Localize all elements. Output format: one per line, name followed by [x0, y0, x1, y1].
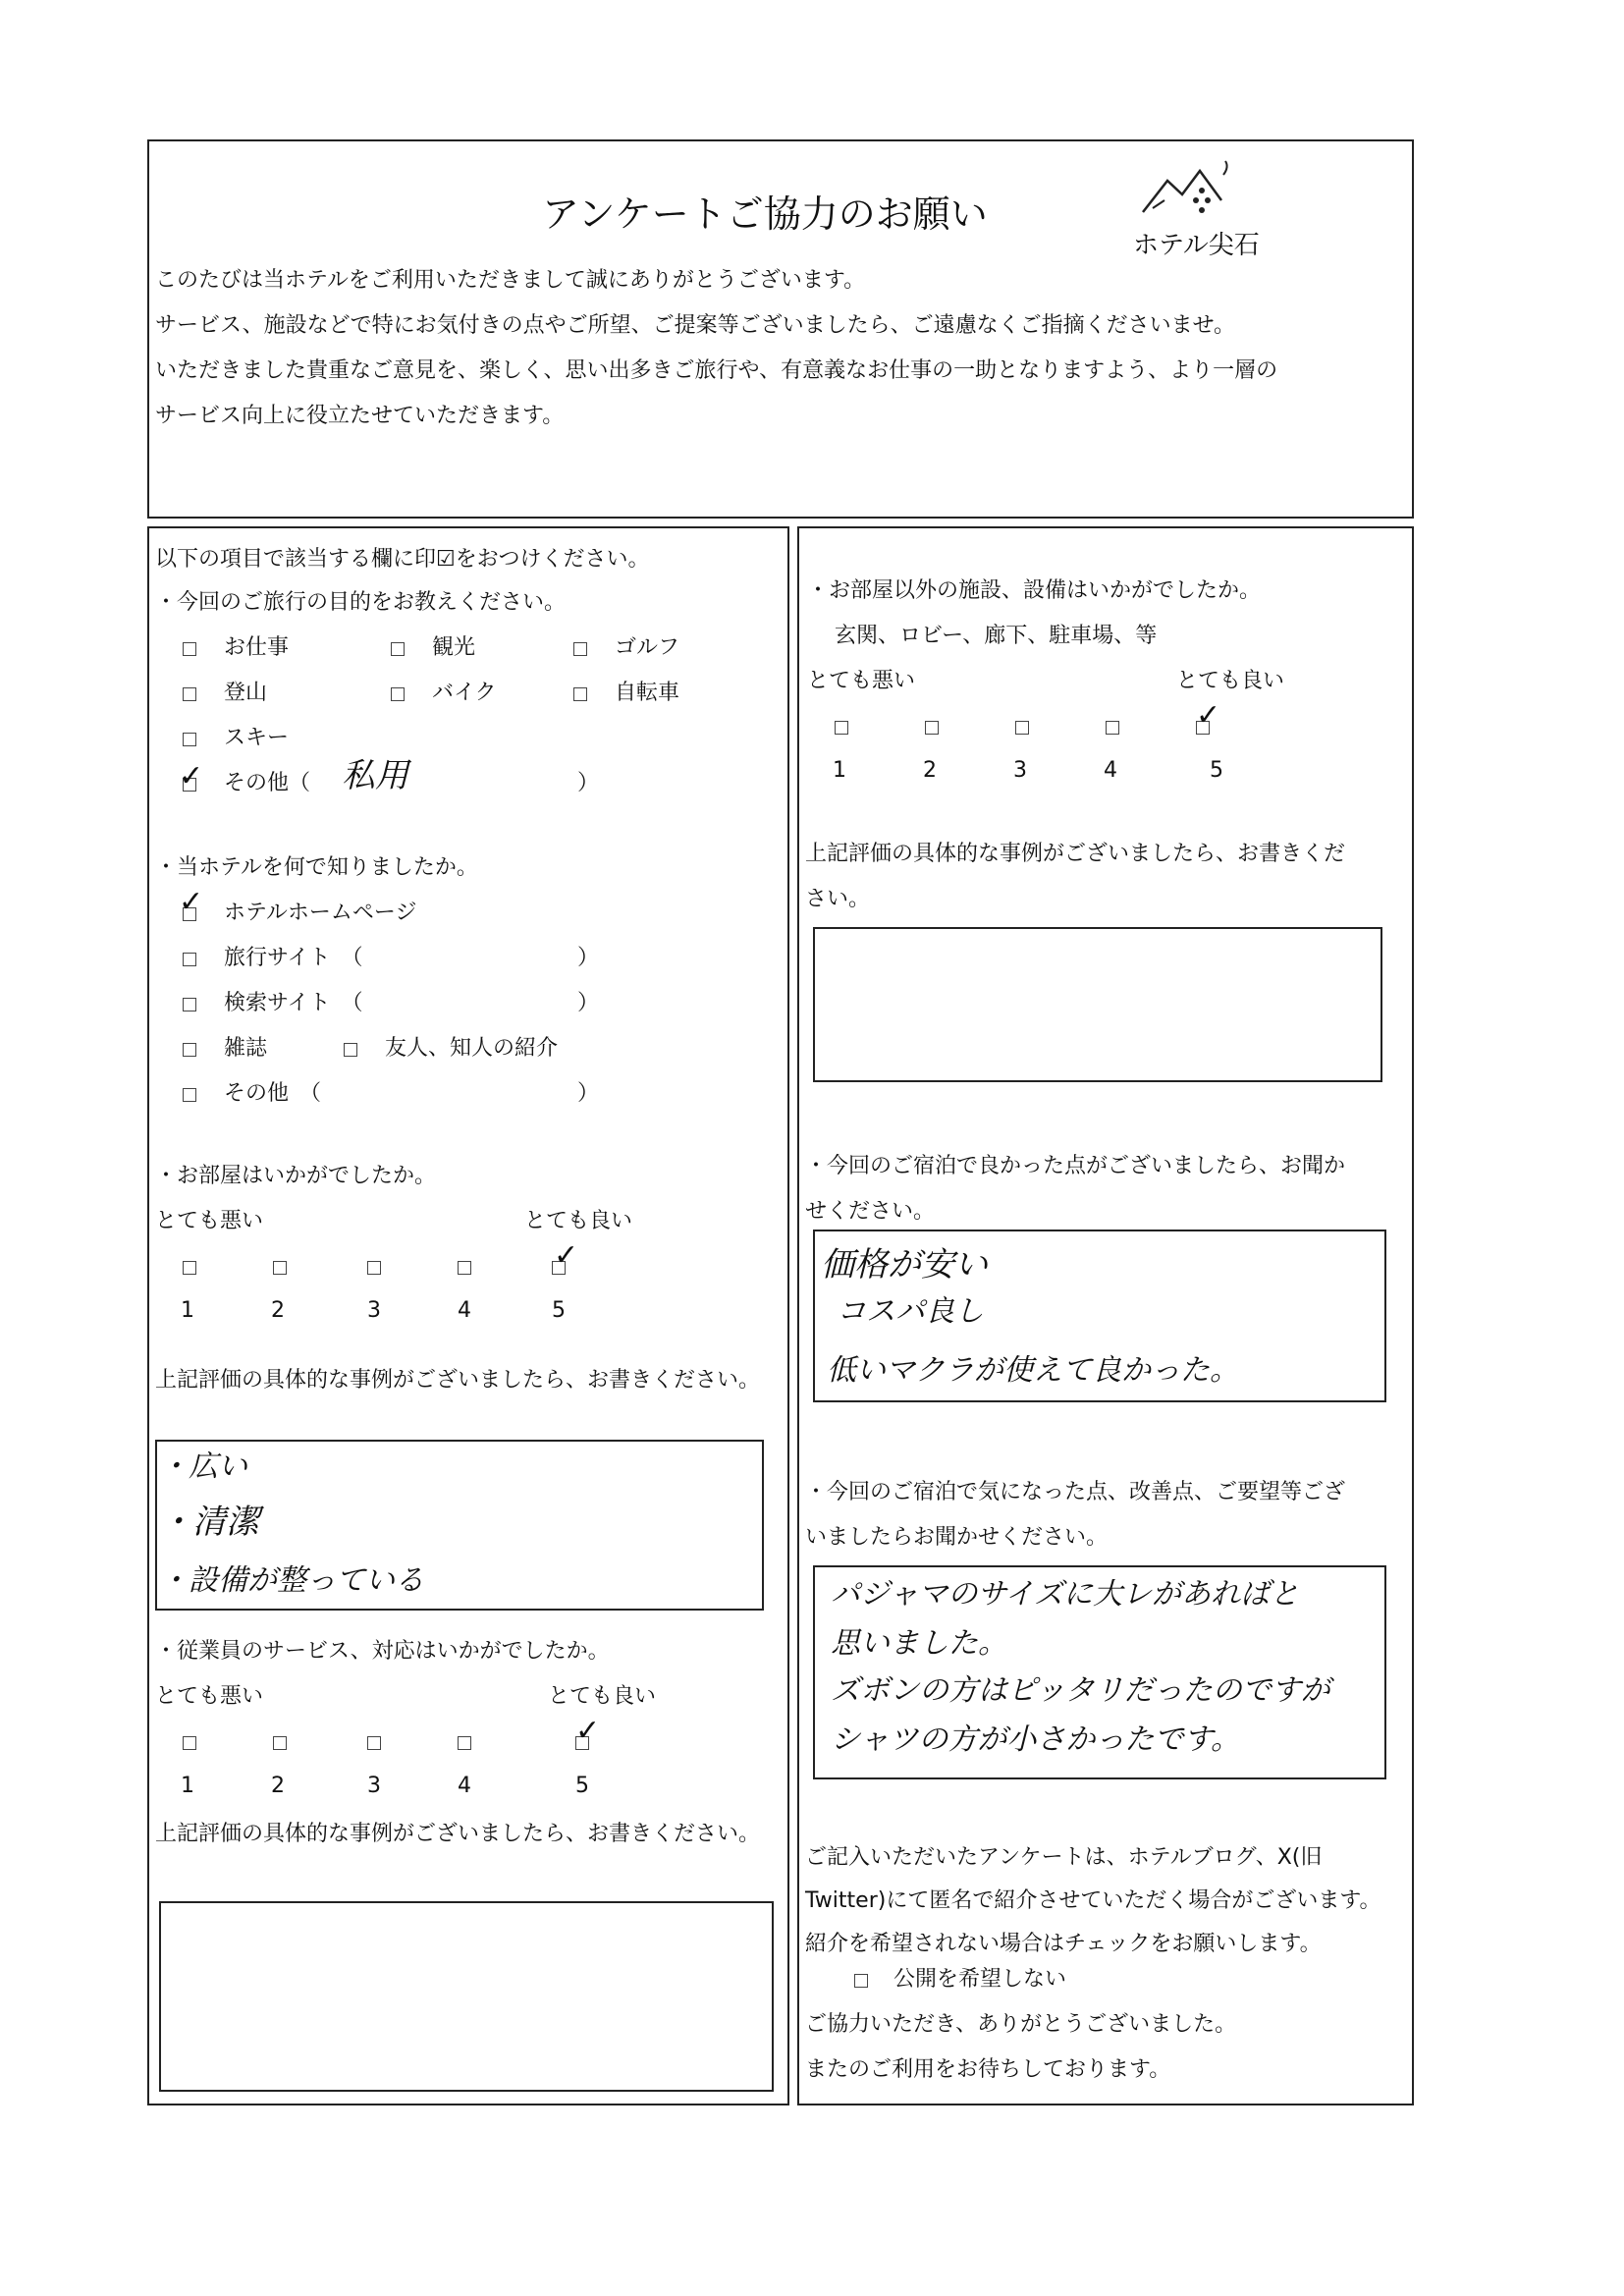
room-rating-4[interactable]	[458, 1261, 471, 1275]
facilities-comment-box[interactable]	[813, 927, 1382, 1082]
room-question: ・お部屋はいかがでしたか。	[155, 1164, 437, 1188]
purpose-bike-checkbox[interactable]	[391, 687, 405, 701]
source-other-checkbox[interactable]	[183, 1088, 196, 1102]
source-other-label: その他 （	[224, 1081, 322, 1106]
page-title: アンケートご協力のお願い	[542, 192, 988, 236]
purpose-sightseeing-label: 観光	[432, 635, 476, 660]
facilities-scale-1: 1	[833, 758, 846, 783]
header-box	[147, 139, 1414, 519]
facilities-scale-4: 4	[1104, 758, 1117, 783]
staff-low-label: とても悪い	[155, 1684, 264, 1709]
source-magazine-checkbox[interactable]	[183, 1043, 196, 1057]
purpose-climbing-checkbox[interactable]	[183, 687, 196, 701]
improve-comment-box[interactable]	[813, 1565, 1386, 1779]
facilities-sub: 玄関、ロビー、廊下、駐車場、等	[835, 624, 1158, 648]
staff-scale-1: 1	[181, 1774, 194, 1798]
staff-comment-prompt: 上記評価の具体的な事例がございましたら、お書きください。	[155, 1822, 761, 1846]
staff-question: ・従業員のサービス、対応はいかがでしたか。	[155, 1639, 610, 1664]
intro-line-3: いただきました貴重なご意見を、楽しく、思い出多きご旅行や、有意義なお仕事の一助となりますよう、より一層の	[155, 358, 1278, 383]
source-travel-site-checkbox[interactable]	[183, 953, 196, 966]
room-scale-1: 1	[181, 1298, 194, 1323]
room-comment-line-2: ・清潔	[159, 1503, 259, 1542]
staff-rating-4[interactable]	[458, 1736, 471, 1750]
intro-line-1: このたびは当ホテルをご利用いただきまして誠にありがとうございます。	[155, 268, 866, 293]
notice-line-3: 紹介を希望されない場合はチェックをお願いします。	[805, 1932, 1322, 1956]
purpose-climbing-label: 登山	[224, 681, 268, 705]
source-travel-site-close: ）	[577, 946, 600, 970]
good-question-1: ・今回のご宿泊で良かった点がございましたら、お聞か	[805, 1154, 1346, 1178]
good-line-3: 低いマクラが使えて良かった。	[827, 1353, 1239, 1388]
intro-line-2: サービス、施設などで特にお気付きの点やご所望、ご提案等ございましたら、ご遠慮なくご指摘くださいませ。	[155, 313, 1236, 338]
staff-comment-box[interactable]	[159, 1901, 774, 2092]
hotel-logo	[1123, 153, 1271, 261]
purpose-golf-label: ゴルフ	[615, 635, 680, 660]
source-question: ・当ホテルを何で知りましたか。	[155, 855, 478, 880]
improve-line-3: ズボンの方はピッタリだったのですが	[831, 1673, 1330, 1708]
source-search-site-close: ）	[577, 991, 600, 1015]
source-other-close: ）	[577, 1081, 600, 1106]
facilities-scale-3: 3	[1013, 758, 1027, 783]
facilities-rating-1[interactable]	[835, 721, 848, 735]
facilities-comment-prompt-1: 上記評価の具体的な事例がございましたら、お書きくだ	[805, 842, 1346, 866]
instruction: 以下の項目で該当する欄に印☑をおつけください。	[155, 547, 650, 572]
staff-scale-2: 2	[271, 1774, 285, 1798]
good-comment-box[interactable]	[813, 1230, 1386, 1402]
staff-rating-2[interactable]	[273, 1736, 287, 1750]
checkmark-icon: ✓	[1196, 698, 1221, 733]
facilities-comment-prompt-2: さい。	[805, 887, 871, 911]
facilities-rating-2[interactable]	[925, 721, 939, 735]
source-travel-site-label: 旅行サイト （	[224, 946, 363, 970]
room-rating-2[interactable]	[273, 1261, 287, 1275]
room-comment-line-3: ・設備が整っている	[159, 1563, 424, 1598]
facilities-low-label: とても悪い	[807, 669, 916, 693]
staff-scale-4: 4	[458, 1774, 471, 1798]
staff-rating-1[interactable]	[183, 1736, 196, 1750]
purpose-work-label: お仕事	[224, 635, 290, 660]
room-comment-box[interactable]	[155, 1440, 764, 1611]
checkmark-icon: ✓	[179, 759, 204, 793]
improve-line-2: 思いました。	[831, 1626, 1007, 1661]
left-column	[147, 526, 789, 2105]
source-friend-label: 友人、知人の紹介	[385, 1036, 559, 1061]
thanks-line-1: ご協力いただき、ありがとうございました。	[805, 2012, 1237, 2037]
thanks-line-2: またのご利用をお待ちしております。	[805, 2057, 1171, 2082]
hotel-name: ホテル尖石	[1133, 231, 1260, 260]
room-comment-line-1: ・広い	[159, 1449, 247, 1484]
good-question-2: せください。	[805, 1199, 936, 1224]
room-scale-2: 2	[271, 1298, 285, 1323]
good-line-2: コスパ良し	[837, 1294, 984, 1329]
purpose-other-label: その他（	[224, 771, 311, 795]
facilities-scale-5: 5	[1210, 758, 1223, 783]
staff-scale-5: 5	[575, 1774, 589, 1798]
purpose-ski-checkbox[interactable]	[183, 733, 196, 746]
checkmark-icon: ✓	[554, 1238, 579, 1273]
purpose-bike-label: バイク	[432, 681, 497, 705]
room-high-label: とても良い	[524, 1209, 633, 1233]
room-low-label: とても悪い	[155, 1209, 264, 1233]
source-friend-checkbox[interactable]	[344, 1043, 357, 1057]
improve-question-2: いましたらお聞かせください。	[805, 1525, 1109, 1550]
source-search-site-checkbox[interactable]	[183, 998, 196, 1011]
source-magazine-label: 雑誌	[224, 1036, 268, 1061]
room-rating-3[interactable]	[367, 1261, 381, 1275]
purpose-bicycle-checkbox[interactable]	[573, 687, 587, 701]
purpose-golf-checkbox[interactable]	[573, 642, 587, 656]
staff-scale-3: 3	[367, 1774, 381, 1798]
staff-rating-3[interactable]	[367, 1736, 381, 1750]
notice-line-1: ご記入いただいたアンケートは、ホテルブログ、X(旧	[805, 1845, 1323, 1870]
facilities-rating-4[interactable]	[1106, 721, 1119, 735]
intro-line-4: サービス向上に役立たせていただきます。	[155, 404, 565, 428]
facilities-high-label: とても良い	[1176, 669, 1285, 693]
facilities-question: ・お部屋以外の施設、設備はいかがでしたか。	[807, 578, 1262, 603]
improve-line-4: シャツの方が小さかったです。	[831, 1722, 1240, 1757]
mountain-logo-icon	[1123, 153, 1271, 222]
purpose-ski-label: スキー	[224, 726, 290, 750]
room-scale-4: 4	[458, 1298, 471, 1323]
purpose-work-checkbox[interactable]	[183, 642, 196, 656]
room-scale-3: 3	[367, 1298, 381, 1323]
purpose-other-close: ）	[577, 771, 600, 795]
source-search-site-label: 検索サイト （	[224, 991, 363, 1015]
no-publish-checkbox[interactable]	[854, 1974, 868, 1988]
right-column	[797, 526, 1414, 2105]
room-rating-1[interactable]	[183, 1261, 196, 1275]
staff-high-label: とても良い	[548, 1684, 657, 1709]
purpose-bicycle-label: 自転車	[615, 681, 680, 705]
facilities-rating-3[interactable]	[1015, 721, 1029, 735]
purpose-other-handwritten: 私用	[342, 756, 408, 795]
source-homepage-label: ホテルホームページ	[224, 901, 417, 925]
improve-question-1: ・今回のご宿泊で気になった点、改善点、ご要望等ござ	[805, 1480, 1346, 1504]
room-scale-5: 5	[552, 1298, 566, 1323]
purpose-sightseeing-checkbox[interactable]	[391, 642, 405, 656]
improve-line-1: パジャマのサイズに大レがあればと	[831, 1577, 1299, 1612]
no-publish-label: 公開を希望しない	[893, 1967, 1067, 1992]
room-comment-prompt: 上記評価の具体的な事例がございましたら、お書きください。	[155, 1368, 761, 1393]
notice-line-2: Twitter)にて匿名で紹介させていただく場合がございます。	[805, 1888, 1381, 1913]
checkmark-icon: ✓	[575, 1714, 601, 1748]
facilities-scale-2: 2	[923, 758, 937, 783]
checkmark-icon: ✓	[179, 885, 204, 919]
good-line-1: 価格が安い	[821, 1245, 988, 1285]
purpose-question: ・今回のご旅行の目的をお教えください。	[155, 590, 567, 615]
